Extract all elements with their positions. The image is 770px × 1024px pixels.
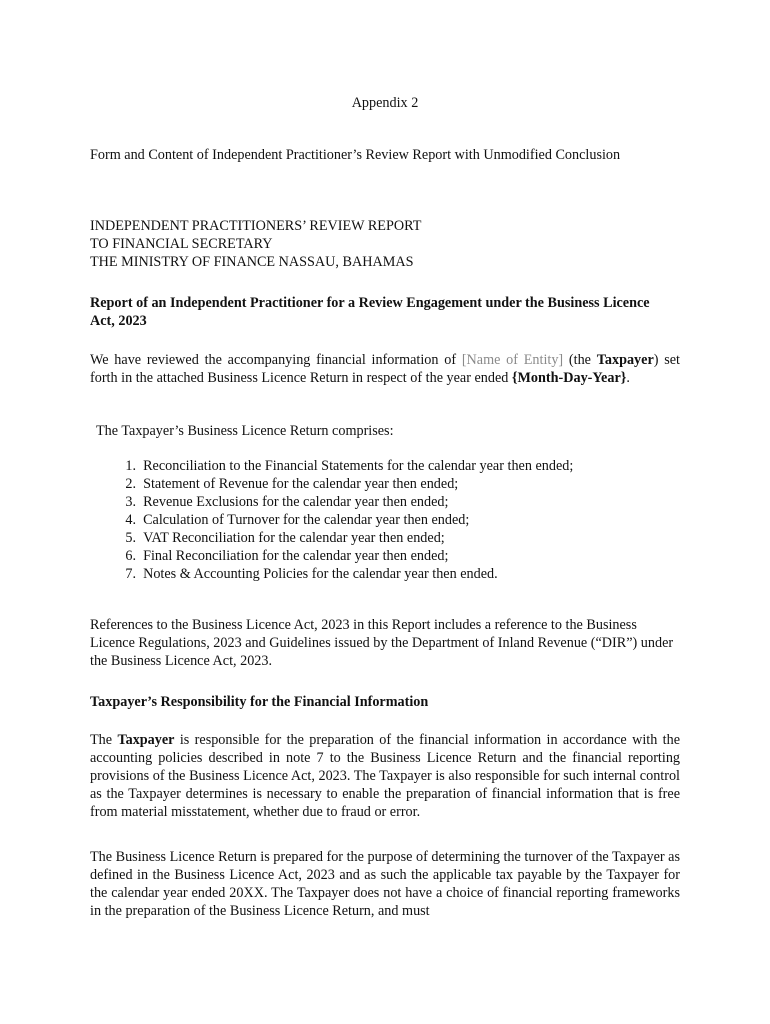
list-item-text: Final Reconciliation for the calendar year then ended; — [143, 548, 449, 564]
list-item — [90, 565, 573, 583]
list-item-text: Revenue Exclusions for the calendar year then ended; — [143, 494, 449, 510]
list-item — [90, 547, 573, 565]
para-text: The — [90, 732, 118, 748]
date-placeholder: {Month-Day- — [511, 370, 593, 386]
list-item-text: Calculation of Turnover for the calendar year then ended; — [143, 512, 470, 528]
intro-text: ) — [653, 352, 659, 368]
list-item — [90, 511, 573, 529]
addressee-line: INDEPENDENT PRACTITIONERS’ REVIEW REPORT — [90, 218, 422, 234]
intro-text: We have reviewed the accompanying financial information of — [90, 352, 462, 368]
para-text: is responsible for the preparation of the financial information in accordance with the accounting policies described in note 7 to the Business Licence Return and the financial reporting provisions of the Business Licence Act, 2023. The Taxpayer is also responsible for such internal control as the Taxpayer determines is necessary to enable the preparation of financial information that is free from material misstatement, whether due to fraud or error. — [90, 732, 680, 820]
list-item-number: 4. — [125, 512, 136, 528]
responsibility-heading: Taxpayer’s Responsibility for the Financial Information — [90, 694, 429, 710]
list-item-number: 1. — [125, 458, 136, 474]
date-placeholder: Year} — [592, 370, 627, 386]
intro-text: . — [626, 370, 630, 386]
list-item-text: VAT Reconciliation for the calendar year then ended; — [143, 530, 445, 546]
form-title: Form and Content of Independent Practitioner’s Review Report with Unmodified Conclusion — [90, 147, 621, 163]
comprises-text: The Taxpayer’s Business Licence Return comprises: — [96, 423, 394, 439]
list-item-number: 2. — [125, 476, 136, 492]
list-item-number: 6. — [125, 548, 136, 564]
report-heading: Report of an Independent Practitioner for a Review Engagement under the Business Licence Act, 2023 — [90, 295, 650, 329]
list-item — [90, 457, 573, 475]
list-item-text: Statement of Revenue for the calendar year then ended; — [143, 476, 459, 492]
list-item-number: 7. — [125, 566, 136, 582]
taxpayer-term: Taxpayer — [117, 732, 175, 748]
intro-text: (the — [563, 352, 597, 368]
components-list — [90, 457, 573, 583]
list-item-number: 3. — [125, 494, 136, 510]
entity-name-placeholder: [Name of Entity] — [461, 352, 564, 368]
list-item-number: 5. — [125, 530, 136, 546]
intro-text: set forth in the attached Business Licence Return in respect of the year ended — [90, 352, 680, 386]
list-item — [90, 475, 573, 493]
intro-paragraph — [90, 351, 680, 387]
appendix-label: Appendix 2 — [351, 95, 419, 111]
list-item — [90, 493, 573, 511]
addressee-block — [90, 217, 421, 271]
responsibility-paragraph — [90, 731, 680, 821]
list-item — [90, 529, 573, 547]
references-paragraph: References to the Business Licence Act, 2023 in this Report includes a reference to the Business Licence Regulations, 2023 and Guidelines issued by the Department of Inland Revenue (“DIR”) under the Business Licence Act, 2023. — [90, 617, 674, 669]
business-licence-return-paragraph: The Business Licence Return is prepared for the purpose of determining the turnover of the Taxpayer as defined in the Business Licence Act, 2023 and as such the applicable tax payable by the Taxpayer for the calendar year ended 20XX. The Taxpayer does not have a choice of financial reporting frameworks in the preparation of the Business Licence Return, and must — [90, 849, 680, 919]
list-item-text: Reconciliation to the Financial Statements for the calendar year then ended; — [143, 458, 574, 474]
addressee-line: THE MINISTRY OF FINANCE NASSAU, BAHAMAS — [90, 254, 414, 270]
addressee-line: TO FINANCIAL SECRETARY — [90, 236, 273, 252]
taxpayer-term: Taxpayer — [596, 352, 654, 368]
list-item-text: Notes & Accounting Policies for the calendar year then ended. — [143, 566, 498, 582]
